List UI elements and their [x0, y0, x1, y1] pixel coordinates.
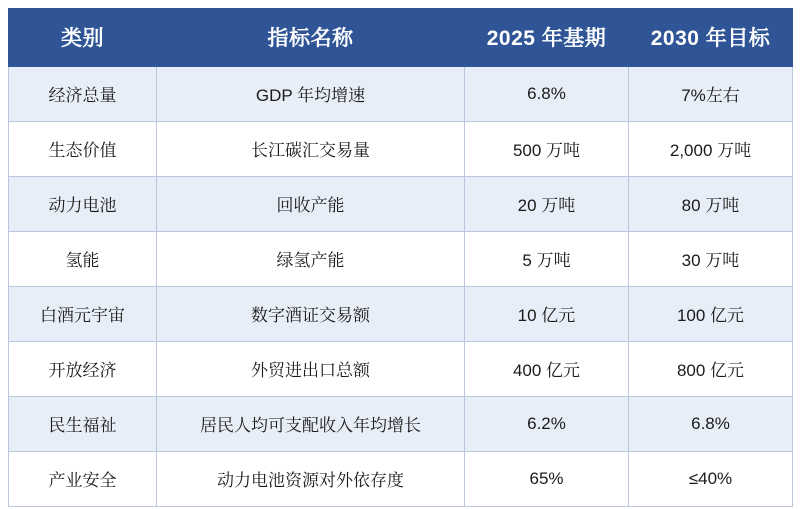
- column-header-baseline-2025: 2025 年基期: [465, 9, 629, 67]
- cell-indicator: 外贸进出口总额: [157, 342, 465, 397]
- cell-category: 经济总量: [9, 67, 157, 122]
- table-row: [9, 452, 793, 507]
- cell-category: 动力电池: [9, 177, 157, 232]
- table-row: [9, 342, 793, 397]
- table-body: [9, 67, 793, 507]
- cell-target-2030: 100 亿元: [629, 287, 793, 342]
- table-row: [9, 177, 793, 232]
- table-row: [9, 232, 793, 287]
- cell-baseline-2025: 500 万吨: [465, 122, 629, 177]
- table-row: [9, 122, 793, 177]
- cell-target-2030: 7%左右: [629, 67, 793, 122]
- cell-indicator: 绿氢产能: [157, 232, 465, 287]
- cell-baseline-2025: 65%: [465, 452, 629, 507]
- cell-category: 氢能: [9, 232, 157, 287]
- cell-indicator: 回收产能: [157, 177, 465, 232]
- cell-category: 民生福祉: [9, 397, 157, 452]
- cell-indicator: 长江碳汇交易量: [157, 122, 465, 177]
- cell-baseline-2025: 10 亿元: [465, 287, 629, 342]
- cell-indicator: 数字酒证交易额: [157, 287, 465, 342]
- cell-target-2030: ≤40%: [629, 452, 793, 507]
- cell-category: 白酒元宇宙: [9, 287, 157, 342]
- cell-target-2030: 2,000 万吨: [629, 122, 793, 177]
- cell-target-2030: 80 万吨: [629, 177, 793, 232]
- cell-target-2030: 6.8%: [629, 397, 793, 452]
- cell-category: 产业安全: [9, 452, 157, 507]
- column-header-target-2030: 2030 年目标: [629, 9, 793, 67]
- cell-baseline-2025: 20 万吨: [465, 177, 629, 232]
- cell-baseline-2025: 400 亿元: [465, 342, 629, 397]
- column-header-category: 类别: [9, 9, 157, 67]
- cell-category: 开放经济: [9, 342, 157, 397]
- column-header-indicator: 指标名称: [157, 9, 465, 67]
- header-row: [9, 9, 793, 67]
- cell-indicator: 居民人均可支配收入年均增长: [157, 397, 465, 452]
- cell-indicator: GDP 年均增速: [157, 67, 465, 122]
- cell-indicator: 动力电池资源对外依存度: [157, 452, 465, 507]
- cell-baseline-2025: 5 万吨: [465, 232, 629, 287]
- cell-target-2030: 800 亿元: [629, 342, 793, 397]
- cell-baseline-2025: 6.8%: [465, 67, 629, 122]
- cell-category: 生态价值: [9, 122, 157, 177]
- cell-target-2030: 30 万吨: [629, 232, 793, 287]
- table-row: [9, 67, 793, 122]
- metrics-table: [8, 8, 793, 507]
- table-header: [9, 9, 793, 67]
- table-row: [9, 397, 793, 452]
- table-row: [9, 287, 793, 342]
- cell-baseline-2025: 6.2%: [465, 397, 629, 452]
